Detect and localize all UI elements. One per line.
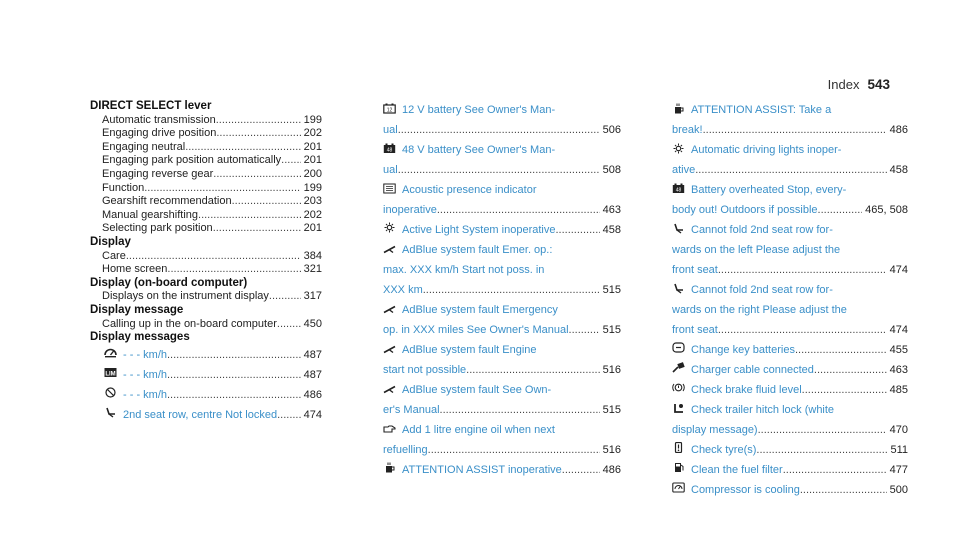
- page-ref[interactable]: 465, 508: [865, 204, 908, 216]
- svg-text:48: 48: [675, 187, 682, 194]
- dot-leader: [216, 114, 301, 128]
- page-ref[interactable]: 506: [602, 124, 621, 136]
- message-link[interactable]: max. XXX km/h Start not poss. in: [383, 264, 545, 276]
- speed-off-icon: [104, 387, 117, 398]
- index-column-3: [672, 100, 908, 500]
- index-heading: Display message: [90, 303, 184, 316]
- dot-leader: [758, 420, 887, 440]
- index-message-entry[interactable]: [672, 180, 908, 220]
- message-link[interactable]: - - - km/h: [123, 388, 167, 401]
- message-link[interactable]: Cannot fold 2nd seat row for-: [691, 284, 833, 296]
- page-ref[interactable]: 486: [303, 388, 322, 401]
- index-subentry[interactable]: [90, 195, 322, 209]
- message-link[interactable]: AdBlue system fault Engine: [402, 344, 537, 356]
- dot-leader: [437, 200, 600, 220]
- entry-text: Gearshift recommendation: [102, 195, 232, 208]
- dot-leader: [718, 320, 887, 340]
- page-ref[interactable]: 463: [889, 364, 908, 376]
- battery-48v-icon: [383, 143, 396, 154]
- dot-leader: [555, 220, 599, 240]
- message-link[interactable]: ative: [672, 164, 696, 176]
- index-message-entry[interactable]: [672, 460, 908, 480]
- dot-leader: [562, 460, 600, 480]
- index-message-entry[interactable]: [90, 405, 322, 425]
- limiter-icon: [104, 367, 117, 378]
- seat-icon: [104, 407, 117, 418]
- message-link[interactable]: Charger cable connected: [691, 364, 814, 376]
- dot-leader: [269, 290, 301, 304]
- page-ref[interactable]: 463: [602, 204, 621, 216]
- message-link[interactable]: Check tyre(s): [691, 444, 757, 456]
- entry-line: [383, 100, 621, 120]
- entry-line: [383, 300, 621, 320]
- page-header: [828, 77, 890, 92]
- index-column-2: [383, 100, 621, 480]
- index-message-entry[interactable]: [672, 380, 908, 400]
- page-ref[interactable]: 500: [889, 484, 908, 496]
- index-message-entry[interactable]: [672, 440, 908, 460]
- page-ref[interactable]: 202: [303, 208, 322, 221]
- brake-icon: [672, 382, 685, 393]
- page-ref[interactable]: 201: [303, 140, 322, 153]
- svg-text:LIM: LIM: [105, 370, 116, 377]
- light-icon: [672, 143, 685, 154]
- index-message-entry[interactable]: [383, 380, 621, 420]
- message-link[interactable]: Check brake fluid level: [691, 384, 802, 396]
- message-link[interactable]: ual: [383, 124, 398, 136]
- message-link[interactable]: break!: [672, 124, 703, 136]
- index-message-entry[interactable]: [383, 140, 621, 180]
- entry-text: Engaging park position automatically: [102, 154, 282, 167]
- message-link[interactable]: er's Manual: [383, 404, 440, 416]
- battery-48v-icon: [672, 183, 685, 194]
- index-message-entry[interactable]: [383, 240, 621, 300]
- entry-line: [383, 400, 621, 420]
- page-ref[interactable]: 199: [303, 113, 322, 126]
- message-link[interactable]: Automatic driving lights inoper-: [691, 144, 842, 156]
- page-ref[interactable]: 474: [889, 264, 908, 276]
- page-ref[interactable]: 201: [303, 222, 322, 235]
- message-link[interactable]: Check trailer hitch lock (white: [691, 404, 835, 416]
- entry-text: Engaging drive position: [102, 127, 217, 140]
- trailer-hitch-icon: [672, 403, 685, 414]
- adblue-icon: [383, 303, 396, 314]
- dot-leader: [466, 360, 599, 380]
- message-link[interactable]: wards on the left Please adjust the: [672, 244, 841, 256]
- page-ref[interactable]: 200: [303, 167, 322, 180]
- entry-line: [383, 440, 621, 460]
- index-message-entry[interactable]: [90, 385, 322, 405]
- entry-line: [672, 260, 908, 280]
- page-ref[interactable]: 474: [303, 408, 322, 421]
- index-message-entry[interactable]: [383, 180, 621, 220]
- message-link[interactable]: ATTENTION ASSIST: Take a: [691, 104, 832, 116]
- dot-leader: [802, 380, 887, 400]
- page-ref[interactable]: 199: [303, 181, 322, 194]
- entry-line: [383, 120, 621, 140]
- message-link[interactable]: ATTENTION ASSIST inoperative: [402, 464, 562, 476]
- entry-line: [383, 220, 621, 240]
- entry-line: [383, 140, 621, 160]
- message-link[interactable]: Change key batteries: [691, 344, 795, 356]
- dot-leader: [428, 440, 600, 460]
- dot-leader: [423, 280, 600, 300]
- dot-leader: [167, 345, 301, 365]
- dot-leader: [398, 160, 600, 180]
- page-number: 543: [867, 77, 890, 92]
- message-link[interactable]: Compressor is cooling: [691, 484, 800, 496]
- entry-line: [672, 360, 908, 380]
- entry-line: [383, 320, 621, 340]
- index-message-entry[interactable]: [672, 100, 908, 140]
- page-ref[interactable]: 516: [602, 364, 621, 376]
- entry-line: [672, 160, 908, 180]
- dot-leader: [795, 340, 887, 360]
- index-subentry[interactable]: [90, 290, 322, 304]
- message-link[interactable]: - - - km/h: [123, 348, 167, 361]
- message-link[interactable]: - - - km/h: [123, 368, 167, 381]
- page-ref[interactable]: 450: [303, 317, 322, 330]
- message-link[interactable]: Active Light System inoperative: [402, 224, 556, 236]
- message-link[interactable]: AdBlue system fault Emergency: [402, 304, 558, 316]
- entry-text: Manual gearshifting: [102, 208, 199, 221]
- entry-text: Care: [102, 249, 126, 262]
- index-subentry[interactable]: [90, 154, 322, 168]
- page-ref[interactable]: 455: [889, 344, 908, 356]
- message-link[interactable]: wards on the right Please adjust the: [672, 304, 847, 316]
- page-ref[interactable]: 487: [303, 348, 322, 361]
- index-subentry[interactable]: [90, 141, 322, 155]
- dot-leader: [718, 260, 887, 280]
- page-ref[interactable]: 487: [303, 368, 322, 381]
- index-subentry[interactable]: [90, 318, 322, 332]
- entry-line: [672, 400, 908, 420]
- entry-line: [383, 420, 621, 440]
- entry-line: [672, 280, 908, 300]
- dot-leader: [144, 182, 300, 196]
- index-heading: Display messages: [90, 331, 190, 344]
- page-ref[interactable]: 470: [889, 424, 908, 436]
- entry-line: [672, 380, 908, 400]
- index-message-entry[interactable]: [90, 365, 322, 385]
- message-link[interactable]: display message): [672, 424, 758, 436]
- dot-leader: [198, 209, 301, 223]
- page-ref[interactable]: 515: [602, 324, 621, 336]
- charger-cable-icon: [672, 362, 685, 373]
- seat-icon: [672, 223, 685, 234]
- adblue-icon: [383, 343, 396, 354]
- index-heading: DIRECT SELECT lever: [90, 100, 212, 112]
- message-link[interactable]: start not possible: [383, 364, 467, 376]
- oil-can-icon: [383, 423, 396, 434]
- message-link[interactable]: Clean the fuel filter: [691, 464, 783, 476]
- entry-text: Calling up in the on-board computer: [102, 317, 277, 330]
- page-ref[interactable]: 511: [890, 444, 908, 456]
- dot-leader: [756, 440, 887, 460]
- index-message-entry[interactable]: [672, 220, 908, 280]
- index-message-entry[interactable]: [383, 340, 621, 380]
- page-ref[interactable]: 474: [889, 324, 908, 336]
- key-icon: [672, 342, 685, 353]
- entry-line: [672, 300, 908, 320]
- entry-line: [672, 100, 908, 120]
- index-message-entry[interactable]: [90, 345, 322, 365]
- entry-line: [672, 480, 908, 500]
- index-message-entry[interactable]: [672, 360, 908, 380]
- entry-text: Displays on the instrument display: [102, 290, 269, 303]
- entry-line: [672, 320, 908, 340]
- dot-leader: [695, 160, 886, 180]
- dot-leader: [232, 195, 301, 209]
- dot-leader: [213, 222, 301, 236]
- entry-line: [383, 280, 621, 300]
- dot-leader: [126, 250, 301, 264]
- compressor-icon: [672, 482, 685, 493]
- entry-line: [383, 340, 621, 360]
- message-link[interactable]: Acoustic presence indicator: [402, 184, 537, 196]
- index-subentry[interactable]: [90, 250, 322, 264]
- dot-leader: [281, 154, 300, 168]
- dot-leader: [800, 480, 887, 500]
- entry-line: [672, 340, 908, 360]
- dot-leader: [277, 318, 301, 332]
- dot-leader: [783, 460, 887, 480]
- dot-leader: [167, 263, 300, 277]
- index-subentry[interactable]: [90, 209, 322, 223]
- dot-leader: [814, 360, 887, 380]
- dot-leader: [277, 405, 301, 425]
- entry-line: [383, 180, 621, 200]
- entry-line: [672, 120, 908, 140]
- dot-leader: [167, 365, 301, 385]
- seat-icon: [672, 283, 685, 294]
- page-ref[interactable]: 486: [602, 464, 621, 476]
- index-title: Index: [827, 77, 860, 92]
- entry-line: [672, 140, 908, 160]
- fuel-filter-icon: [672, 462, 685, 473]
- message-link[interactable]: Add 1 litre engine oil when next: [402, 424, 555, 436]
- index-message-entry[interactable]: [672, 280, 908, 340]
- index-message-entry[interactable]: [383, 420, 621, 460]
- message-link[interactable]: Cannot fold 2nd seat row for-: [691, 224, 833, 236]
- index-subentry[interactable]: [90, 168, 322, 182]
- index-subentry[interactable]: [90, 182, 322, 196]
- index-heading: Display: [90, 235, 131, 248]
- entry-text: Function: [102, 181, 145, 194]
- light-icon: [383, 222, 396, 233]
- page-ref[interactable]: 485: [889, 384, 908, 396]
- index-message-entry[interactable]: [672, 400, 908, 440]
- dot-leader: [818, 200, 863, 220]
- message-link[interactable]: front seat: [672, 324, 718, 336]
- index-message-entry[interactable]: [383, 100, 621, 140]
- entry-text: Selecting park position: [102, 222, 213, 235]
- tyre-icon: [672, 442, 685, 453]
- battery-12v-icon: [383, 103, 396, 114]
- index-message-entry[interactable]: [672, 140, 908, 180]
- coffee-cup-icon: [672, 103, 685, 114]
- dot-leader: [213, 168, 300, 182]
- page-ref[interactable]: 516: [602, 444, 621, 456]
- message-link[interactable]: 2nd seat row, centre Not locked: [123, 408, 278, 421]
- message-link[interactable]: AdBlue system fault See Own-: [402, 384, 552, 396]
- dot-leader: [167, 385, 301, 405]
- entry-line: [383, 380, 621, 400]
- adblue-icon: [383, 243, 396, 254]
- page-ref[interactable]: 203: [303, 195, 322, 208]
- page-ref[interactable]: 321: [303, 263, 322, 276]
- acoustic-icon: [383, 183, 396, 194]
- entry-line: [383, 200, 621, 220]
- entry-line: [383, 240, 621, 260]
- page-ref[interactable]: 515: [602, 284, 621, 296]
- entry-line: [672, 460, 908, 480]
- page-ref[interactable]: 317: [303, 290, 322, 303]
- message-link[interactable]: refuelling: [383, 444, 428, 456]
- index-message-entry[interactable]: [383, 300, 621, 340]
- index-heading: Display (on-board computer): [90, 276, 248, 289]
- index-message-entry[interactable]: [672, 480, 908, 500]
- entry-line: [672, 440, 908, 460]
- page-ref[interactable]: 201: [303, 154, 322, 167]
- index-column-1: [90, 100, 322, 425]
- page-ref[interactable]: 515: [602, 404, 621, 416]
- index-subentry[interactable]: [90, 127, 322, 141]
- message-link[interactable]: body out! Outdoors if possible: [672, 204, 818, 216]
- entry-line: [672, 240, 908, 260]
- index-subentry[interactable]: [90, 222, 322, 236]
- page-ref[interactable]: 477: [889, 464, 908, 476]
- index-subentry[interactable]: [90, 263, 322, 277]
- svg-text:48: 48: [386, 147, 393, 154]
- page-ref[interactable]: 458: [889, 164, 908, 176]
- entry-line: [672, 200, 908, 220]
- entry-line: [383, 460, 621, 480]
- message-link[interactable]: 48 V battery See Owner's Man-: [402, 144, 556, 156]
- page-ref[interactable]: 508: [602, 164, 621, 176]
- dot-leader: [569, 320, 600, 340]
- dot-leader: [440, 400, 600, 420]
- svg-text:12: 12: [386, 107, 393, 114]
- entry-text: Engaging neutral: [102, 140, 186, 153]
- message-link[interactable]: 12 V battery See Owner's Man-: [402, 104, 556, 116]
- index-subentry[interactable]: [90, 114, 322, 128]
- message-link[interactable]: op. in XXX miles See Owner's Manual: [383, 324, 569, 336]
- page-ref[interactable]: 458: [602, 224, 621, 236]
- entry-line: [383, 260, 621, 280]
- page-ref[interactable]: 384: [303, 249, 322, 262]
- page-ref[interactable]: 202: [303, 127, 322, 140]
- coffee-cup-icon: [383, 462, 396, 473]
- index-message-entry[interactable]: [383, 220, 621, 240]
- entry-text: Engaging reverse gear: [102, 167, 214, 180]
- message-link[interactable]: AdBlue system fault Emer. op.:: [402, 244, 553, 256]
- page-ref[interactable]: 486: [889, 124, 908, 136]
- message-link[interactable]: Battery overheated Stop, every-: [691, 184, 847, 196]
- dot-leader: [398, 120, 600, 140]
- dot-leader: [185, 141, 300, 155]
- cruise-control-icon: [104, 347, 117, 358]
- entry-line: [672, 180, 908, 200]
- entry-text: Automatic transmission: [102, 113, 216, 126]
- dot-leader: [703, 120, 887, 140]
- entry-line: [383, 360, 621, 380]
- adblue-icon: [383, 383, 396, 394]
- entry-line: [383, 160, 621, 180]
- message-link[interactable]: front seat: [672, 264, 718, 276]
- message-link[interactable]: inoperative: [383, 204, 437, 216]
- message-link[interactable]: ual: [383, 164, 398, 176]
- entry-line: [672, 220, 908, 240]
- message-link[interactable]: XXX km: [383, 284, 423, 296]
- index-message-entry[interactable]: [383, 460, 621, 480]
- index-message-entry[interactable]: [672, 340, 908, 360]
- dot-leader: [216, 127, 300, 141]
- entry-line: [672, 420, 908, 440]
- entry-text: Home screen: [102, 263, 168, 276]
